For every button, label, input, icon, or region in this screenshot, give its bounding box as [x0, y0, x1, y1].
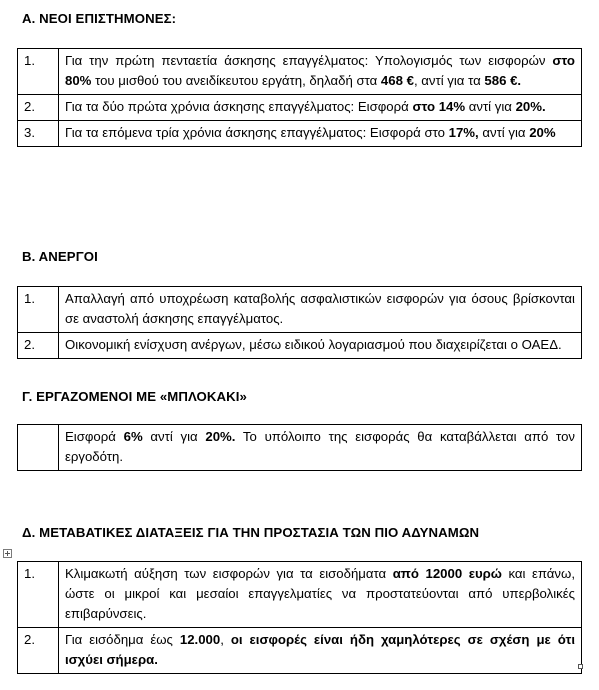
row-number [18, 425, 59, 471]
table-row [18, 333, 582, 359]
text-run: , [220, 632, 231, 647]
text-run: Για τα δύο πρώτα χρόνια άσκησης επαγγέλματος: Εισφορά [65, 99, 413, 114]
text-run: Το υπόλοιπο της εισφοράς θα καταβάλλεται από τον εργοδότη. [65, 429, 576, 464]
bold-text: στο 14% [412, 99, 466, 114]
text-run: αντί για [142, 429, 206, 444]
row-text [59, 333, 582, 359]
table-row [18, 287, 582, 333]
text-run: Κλιμακωτή αύξηση των εισφορών για τα εισοδήματα [65, 566, 393, 581]
row-text [59, 562, 582, 628]
text-run: και επάνω, ώστε οι μικροί και μεσαίοι επαγγελματίες να προστατεύονται από υπερβολικές επιβαρύνσεις. [65, 566, 575, 621]
row-number: 1. [18, 287, 59, 333]
text-run: Απαλλαγή από υποχρέωση καταβολής ασφαλιστικών εισφορών για όσους βρίσκονται σε αναστολή άσκησης επαγγέλματος. [65, 291, 575, 326]
table-row [18, 562, 582, 628]
row-number: 2. [18, 628, 59, 674]
row-number: 2. [18, 333, 59, 359]
text-run: , αντί για τα [413, 73, 485, 88]
section-a-heading: Α. ΝΕΟΙ ΕΠΙΣΤΗΜΟΝΕΣ: [22, 11, 177, 26]
table-row [18, 95, 582, 121]
section-d-table [17, 561, 582, 674]
text-run: Οικονομική ενίσχυση ανέργων, μέσω ειδικού λογαριασμού που διαχειρίζεται ο ΟΑΕΔ. [65, 337, 562, 352]
row-text [59, 425, 582, 471]
row-text [59, 49, 582, 95]
section-d-heading: Δ. ΜΕΤΑΒΑΤΙΚΕΣ ΔΙΑΤΑΞΕΙΣ ΓΙΑ ΤΗΝ ΠΡΟΣΤΑΣΙΑ ΤΩΝ ΠΙΟ ΑΔΥΝΑΜΩΝ [22, 525, 480, 540]
bold-text: 17%, [448, 125, 479, 140]
row-text [59, 121, 582, 147]
section-b-table [17, 286, 582, 359]
row-number: 1. [18, 562, 59, 628]
table-row [18, 628, 582, 674]
bold-text: 20% [529, 125, 556, 140]
text-run: Για τα επόμενα τρία χρόνια άσκησης επαγγέλματος: Εισφορά στο [65, 125, 449, 140]
row-text [59, 95, 582, 121]
text-run: Εισφορά [65, 429, 124, 444]
text-run: του μισθού του ανειδίκευτου εργάτη, δηλαδή στα [91, 73, 381, 88]
section-c-table [17, 424, 582, 471]
table-resize-handle-icon[interactable] [578, 664, 583, 669]
bold-text: 12.000 [179, 632, 221, 647]
bold-text: 468 € [380, 73, 414, 88]
text-run: αντί για [478, 125, 530, 140]
table-move-handle-icon[interactable] [3, 549, 12, 558]
row-number: 1. [18, 49, 59, 95]
section-c-heading: Γ. ΕΡΓΑΖΟΜΕΝΟΙ ΜΕ «ΜΠΛΟΚΑΚΙ» [22, 389, 247, 404]
bold-text: οι εισφορές είναι ήδη χαμηλότερες σε σχέση με ότι ισχύει σήμερα. [65, 632, 575, 667]
row-number: 3. [18, 121, 59, 147]
row-text [59, 628, 582, 674]
bold-text: στο 80% [65, 53, 575, 88]
section-a-table [17, 48, 582, 147]
table-row [18, 121, 582, 147]
bold-text: από 12000 ευρώ [392, 566, 502, 581]
text-run: Για εισόδημα έως [65, 632, 180, 647]
text-run: αντί για [465, 99, 516, 114]
table-row [18, 425, 582, 471]
row-text [59, 287, 582, 333]
bold-text: 20%. [515, 99, 546, 114]
bold-text: 586 €. [484, 73, 522, 88]
table-row [18, 49, 582, 95]
text-run: Για την πρώτη πενταετία άσκησης επαγγέλματος: Υπολογισμός των εισφορών [65, 53, 553, 68]
bold-text: 6% [123, 429, 143, 444]
section-b-heading: Β. ΑΝΕΡΓΟΙ [22, 249, 98, 264]
bold-text: 20%. [205, 429, 236, 444]
row-number: 2. [18, 95, 59, 121]
